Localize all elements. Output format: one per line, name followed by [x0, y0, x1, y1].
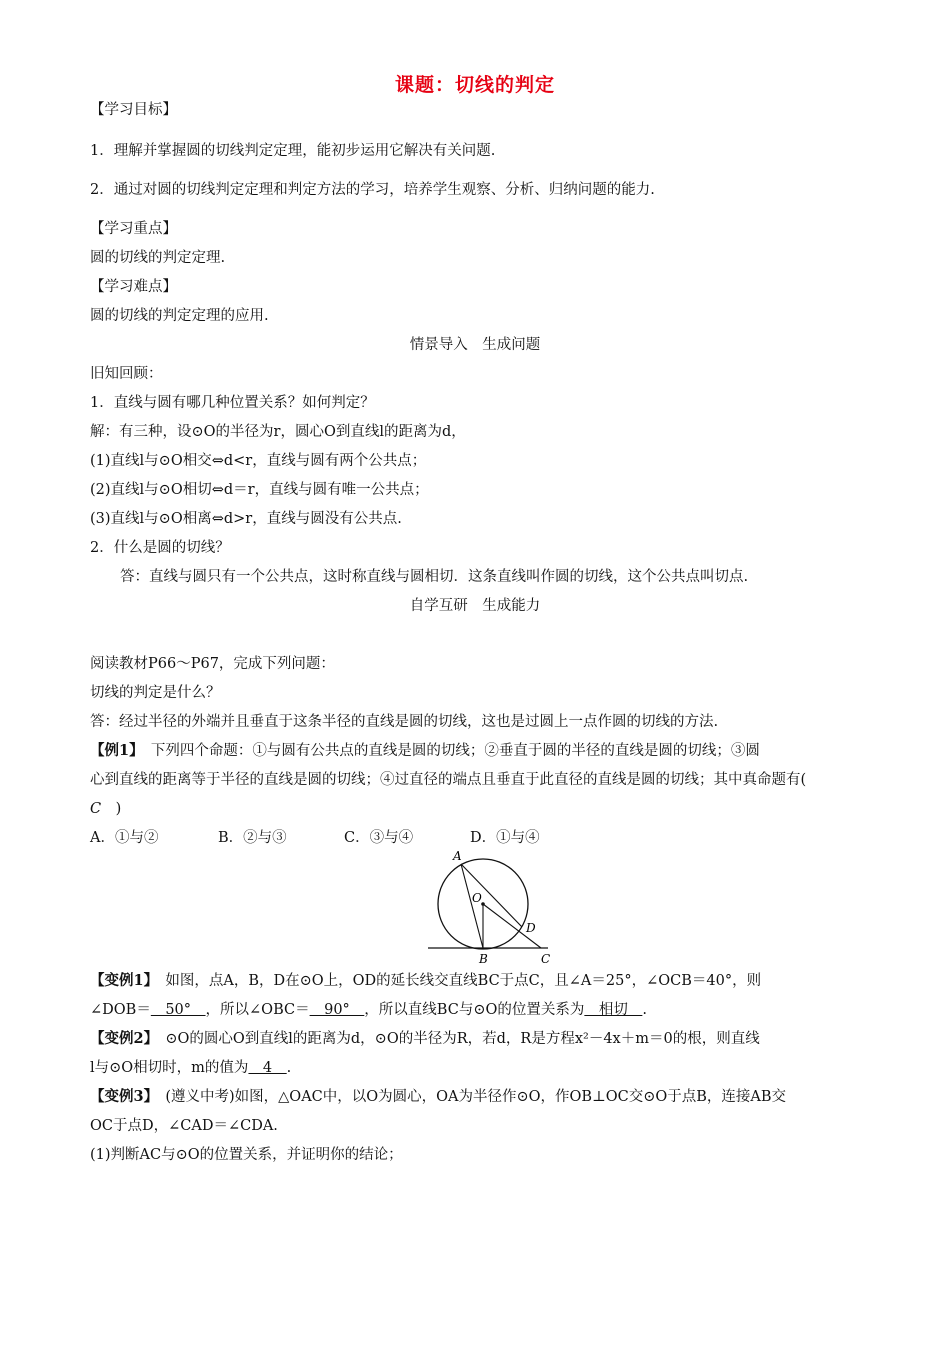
variant-2-text-2b: . [286, 1060, 292, 1076]
example-1-option-b: B．②与③ [218, 830, 287, 846]
key-point-heading: 【学习重点】 [90, 221, 177, 237]
review-answer-1-case-1: (1)直线l与⊙O相交⇔d<r，直线与圆有两个公共点； [90, 453, 427, 469]
segment-ad [461, 864, 522, 927]
variant-2-line-2 [90, 1058, 291, 1078]
variant-1-blank-3: 相切 [584, 1002, 643, 1018]
example-1-option-d: D．①与④ [470, 830, 540, 846]
label-c: C [541, 952, 551, 966]
goals-heading: 【学习目标】 [90, 102, 177, 118]
study-answer: 答：经过半径的外端并且垂直于这条半径的直线是圆的切线，这也是过圆上一点作圆的切线的方法. [90, 714, 719, 730]
label-a: A [453, 849, 462, 863]
difficulty-text: 圆的切线的判定定理的应用. [90, 308, 269, 324]
variant-3-label: 【变例3】 [90, 1088, 151, 1105]
variant-2-text-2a: l与⊙O相切时，m的值为 [90, 1060, 249, 1076]
review-answer-1-case-2: (2)直线l与⊙O相切⇔d＝r，直线与圆有唯一公共点； [90, 482, 429, 498]
variant-1-label: 【变例1】 [90, 972, 151, 989]
example-1-line-2: 心到直线的距离等于半径的直线是圆的切线；④过直径的端点且垂直于此直径的直线是圆的切线；其中真命题有( [90, 772, 807, 788]
variant-2-text-1: ⊙O的圆心O到直线l的距离为d，⊙O的半径为R，若d，R是方程x²－4x＋m＝0的根，则直线 [150, 1031, 760, 1047]
variant-1-line-1 [90, 971, 761, 991]
variant-3-text-1: (遵义中考)如图，△OAC中，以O为圆心，OA为半径作⊙O，作OB⊥OC交⊙O于点B，连接AB交 [150, 1089, 787, 1105]
label-b: B [479, 952, 488, 966]
variant-2-label: 【变例2】 [90, 1030, 151, 1047]
study-question: 切线的判定是什么？ [90, 685, 221, 701]
goal-item-1: 1．理解并掌握圆的切线判定定理，能初步运用它解决有关问题. [90, 143, 496, 159]
goal-item-2: 2．通过对圆的切线判定定理和判定方法的学习，培养学生观察、分析、归纳问题的能力. [90, 182, 655, 198]
example-1-line-3 [90, 799, 121, 819]
example-1-answer: C [90, 801, 102, 817]
variant-1-text-2d: . [642, 1002, 647, 1018]
variant-1-text-1: 如图，点A，B，D在⊙O上，OD的延长线交直线BC于点C，且∠A＝25°，∠OCB＝40°，则 [150, 973, 762, 989]
variant-3-line-1 [90, 1087, 786, 1107]
example-1-option-a: A．①与② [90, 830, 159, 846]
variant-1-text-2c: ，所以直线BC与⊙O的位置关系为 [364, 1002, 585, 1018]
variant-2-blank: 4 [248, 1060, 287, 1076]
variant-1-blank-2: 90° [309, 1002, 365, 1018]
difficulty-heading: 【学习难点】 [90, 279, 177, 295]
example-1-close: ) [101, 801, 122, 817]
variant-1-blank-1: 50° [150, 1002, 206, 1018]
variant-3-line-2: OC于点D，∠CAD＝∠CDA. [90, 1118, 278, 1134]
key-point-text: 圆的切线的判定定理. [90, 250, 226, 266]
section-title-intro: 情景导入 生成问题 [409, 337, 541, 353]
example-1-label: 【例1】 [90, 742, 137, 759]
geometry-figure [420, 842, 570, 968]
segment-ab [461, 864, 483, 948]
review-question-1: 1．直线与圆有哪几种位置关系？如何判定？ [90, 395, 375, 411]
review-heading: 旧知回顾： [90, 366, 163, 382]
example-1-text-1: 下列四个命题：①与圆有公共点的直线是圆的切线；②垂直于圆的半径的直线是圆的切线；③圆 [136, 743, 760, 759]
review-answer-1-case-3: (3)直线l与⊙O相离⇔d>r，直线与圆没有公共点. [90, 511, 402, 527]
section-title-self-study: 自学互研 生成能力 [409, 598, 541, 614]
variant-2-line-1 [90, 1029, 760, 1049]
example-1-line-1 [90, 741, 760, 761]
reading-instruction: 阅读教材P66～P67，完成下列问题： [90, 656, 335, 672]
review-answer-1: 解：有三种，设⊙O的半径为r，圆心O到直线l的距离为d， [90, 424, 466, 440]
label-d: D [526, 921, 536, 935]
variant-1-text-2b: ，所以∠OBC＝ [205, 1002, 310, 1018]
review-question-2: 2．什么是圆的切线？ [90, 540, 230, 556]
label-o: O [472, 891, 482, 905]
variant-1-text-2a: ∠DOB＝ [90, 1002, 151, 1018]
page-title: 课题：切线的判定 [394, 74, 555, 96]
variant-1-line-2 [90, 1000, 647, 1020]
variant-3-question-1: (1)判断AC与⊙O的位置关系，并证明你的结论； [90, 1147, 403, 1163]
example-1-option-c: C．③与④ [344, 830, 414, 846]
review-answer-2: 答：直线与圆只有一个公共点，这时称直线与圆相切．这条直线叫作圆的切线，这个公共点叫切点. [120, 569, 749, 585]
